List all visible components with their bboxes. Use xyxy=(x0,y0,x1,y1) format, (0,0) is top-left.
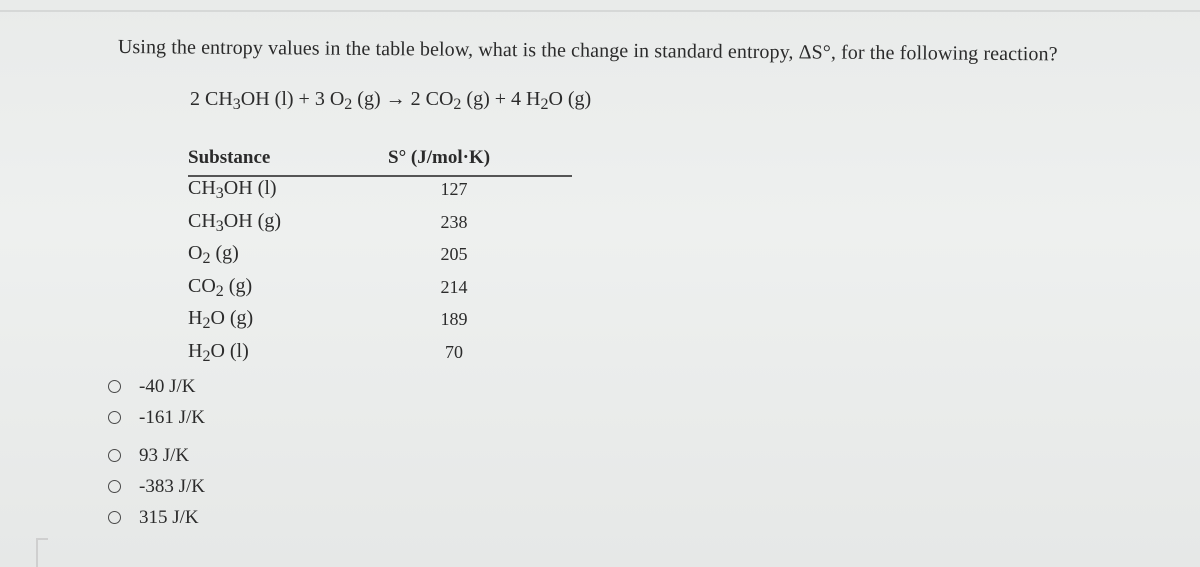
reaction-part: 2 CH xyxy=(190,88,233,110)
reaction-part: OH (l) + 3 O xyxy=(240,88,345,110)
substance-part: (g) xyxy=(223,274,253,297)
table-row xyxy=(188,275,572,308)
substance-subscript: 2 xyxy=(202,250,211,267)
page-top-edge xyxy=(0,10,1200,12)
table-row xyxy=(188,340,572,373)
reaction-subscript: 3 xyxy=(232,96,241,113)
page-edge-mark xyxy=(36,538,48,540)
substance-part: H xyxy=(188,339,203,362)
answer-option[interactable] xyxy=(108,371,205,402)
substance-part: OH (l) xyxy=(223,177,277,199)
header-substance: Substance xyxy=(188,147,271,168)
reaction-equation xyxy=(190,88,591,111)
table-row xyxy=(188,177,572,210)
entropy-value-cell: 127 xyxy=(440,179,468,199)
entropy-value-cell: 238 xyxy=(440,211,468,232)
reaction-part: (g) → 2 CO xyxy=(352,88,454,110)
substance-subscript: 3 xyxy=(215,185,224,202)
substance-cell xyxy=(188,275,252,298)
substance-cell xyxy=(188,242,239,265)
substance-cell xyxy=(188,340,249,363)
substance-subscript: 2 xyxy=(202,315,211,332)
reaction-subscript: 2 xyxy=(453,96,462,113)
answer-option[interactable] xyxy=(108,502,205,533)
entropy-value-cell: 205 xyxy=(440,244,468,264)
option-label: -161 J/K xyxy=(139,406,205,428)
substance-part: O xyxy=(188,242,203,264)
reaction-subscript: 2 xyxy=(344,96,353,113)
table-row xyxy=(188,307,572,340)
option-label: 93 J/K xyxy=(139,444,190,466)
option-label: -40 J/K xyxy=(139,375,196,397)
page-edge-mark xyxy=(36,538,38,567)
answer-option[interactable] xyxy=(108,440,205,471)
answer-options xyxy=(108,371,205,533)
reaction-part: O (g) xyxy=(548,88,592,110)
table-row xyxy=(188,242,572,275)
radio-button[interactable] xyxy=(108,480,121,493)
substance-subscript: 2 xyxy=(215,282,224,300)
substance-part: OH (g) xyxy=(223,209,282,232)
substance-part: CO xyxy=(188,274,216,297)
radio-button[interactable] xyxy=(108,449,121,462)
header-entropy: S° (J/mol·K) xyxy=(388,147,491,168)
option-label: 315 J/K xyxy=(139,506,199,528)
entropy-value-cell: 214 xyxy=(440,276,468,297)
option-label: -383 J/K xyxy=(139,475,205,497)
substance-cell xyxy=(188,177,277,200)
substance-cell xyxy=(188,307,253,330)
substance-part: O (l) xyxy=(210,339,249,362)
answer-option[interactable] xyxy=(108,402,205,433)
entropy-table xyxy=(188,145,572,372)
radio-button[interactable] xyxy=(108,380,121,393)
substance-subscript: 2 xyxy=(202,347,211,365)
radio-button[interactable] xyxy=(108,411,121,424)
substance-part: O (g) xyxy=(210,307,254,329)
table-body xyxy=(188,177,572,372)
entropy-value-cell: 70 xyxy=(445,341,463,362)
reaction-part: (g) + 4 H xyxy=(461,88,541,110)
table-header xyxy=(188,145,572,177)
entropy-value-cell: 189 xyxy=(440,309,468,329)
question-text: Using the entropy values in the table below, what is the change in standard entropy, ΔS°, for the following reaction? xyxy=(117,36,1058,66)
answer-option[interactable] xyxy=(108,471,205,502)
substance-part: CH xyxy=(188,209,216,232)
reaction-subscript: 2 xyxy=(540,96,549,113)
substance-part: (g) xyxy=(210,242,239,264)
substance-cell xyxy=(188,210,281,233)
table-row xyxy=(188,210,572,243)
substance-part: CH xyxy=(188,177,216,199)
radio-button[interactable] xyxy=(108,511,121,524)
substance-subscript: 3 xyxy=(215,217,224,235)
substance-part: H xyxy=(188,307,203,329)
